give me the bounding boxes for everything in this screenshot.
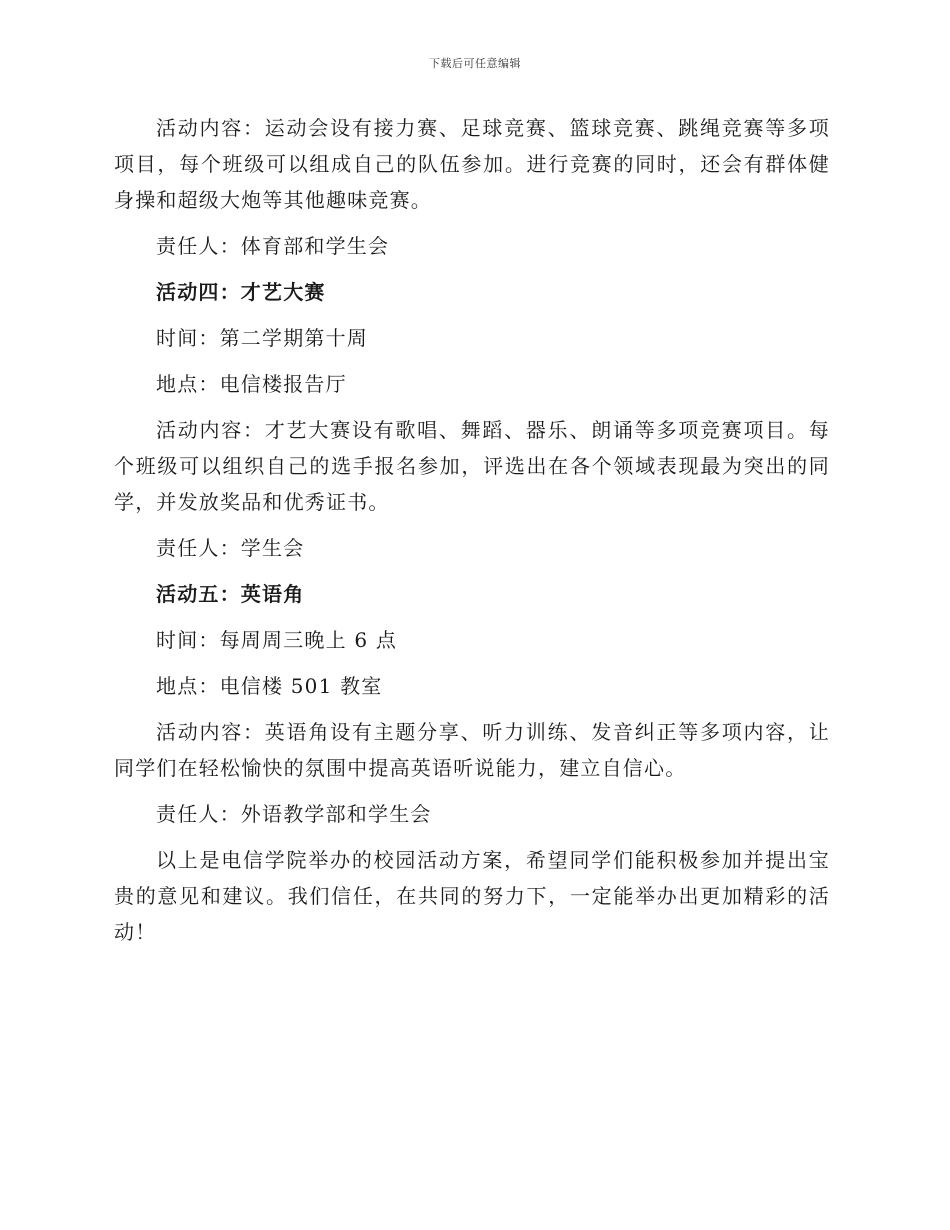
- paragraph-english-content: 活动内容：英语角设有主题分享、听力训练、发音纠正等多项内容，让同学们在轻松愉快的氛围中提高英语听说能力，建立自信心。: [114, 720, 830, 780]
- page-header: 下载后可任意编辑: [429, 57, 521, 70]
- paragraph-sports-owner: 责任人：体育部和学生会: [156, 234, 390, 258]
- paragraph-talent-content: 活动内容：才艺大赛设有歌唱、舞蹈、器乐、朗诵等多项竞赛项目。每个班级可以组织自己的选手报名参加，评选出在各个领域表现最为突出的同学，并发放奖品和优秀证书。: [114, 418, 830, 514]
- paragraph-talent-owner: 责任人：学生会: [156, 536, 305, 560]
- document-body: [114, 110, 830, 950]
- heading-activity-five: 活动五：英语角: [156, 582, 305, 606]
- paragraph-conclusion: 以上是电信学院举办的校园活动方案，希望同学们能积极参加并提出宝贵的意见和建议。我们信任，在共同的努力下，一定能举办出更加精彩的活动！: [114, 848, 830, 944]
- heading-activity-four: 活动四：才艺大赛: [156, 280, 326, 304]
- paragraph-talent-time: 时间：第二学期第十周: [156, 326, 368, 350]
- paragraph-sports-content: 活动内容：运动会设有接力赛、足球竞赛、篮球竞赛、跳绳竞赛等多项项目，每个班级可以组成自己的队伍参加。进行竞赛的同时，还会有群体健身操和超级大炮等其他趣味竞赛。: [114, 116, 830, 212]
- paragraph-talent-location: 地点：电信楼报告厅: [156, 372, 347, 396]
- paragraph-english-time: 时间：每周周三晚上 6 点: [156, 628, 398, 652]
- paragraph-english-owner: 责任人：外语教学部和学生会: [156, 802, 432, 826]
- paragraph-english-location: 地点：电信楼 501 教室: [156, 674, 383, 698]
